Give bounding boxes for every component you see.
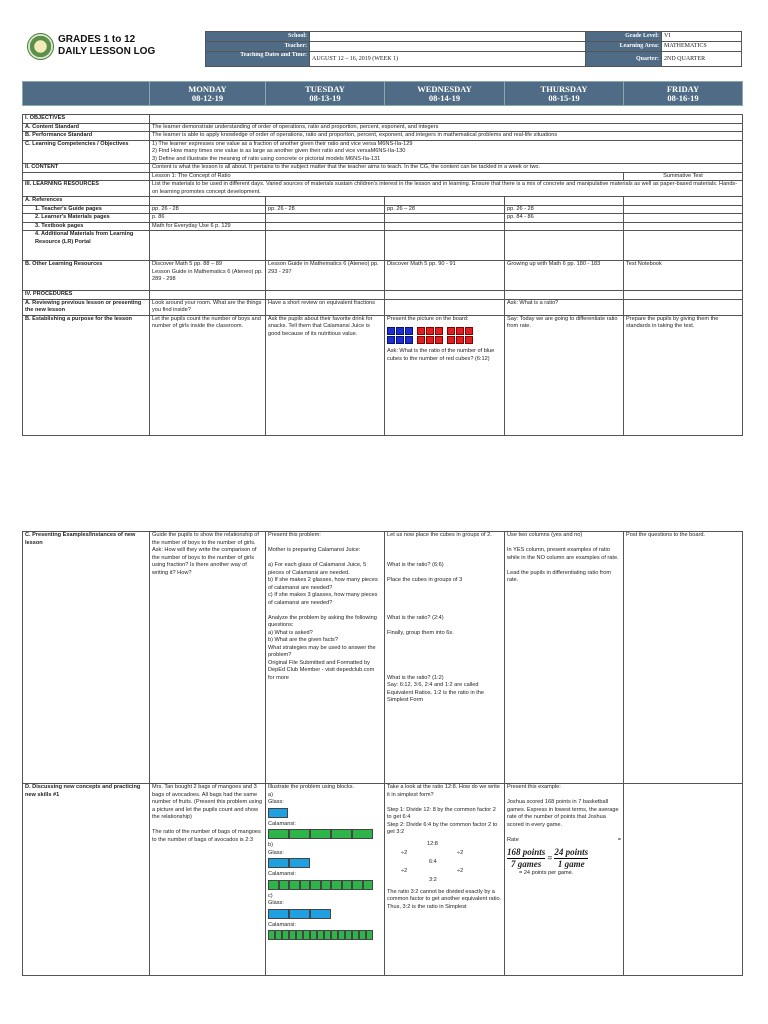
discussing-label: D. Discussing new concepts and practicing new skills #1	[23, 784, 150, 976]
day-date: 08-16-19	[667, 92, 699, 103]
school-label: School:	[206, 32, 310, 42]
dates-value: AUGUST 12 – 16, 2019 (WEEK 1)	[310, 52, 586, 67]
lr-portal-label: 4. Additional Materials from Learning Resource (LR) Portal	[23, 231, 150, 261]
purpose-wed	[385, 315, 505, 435]
discussing-fri	[624, 784, 743, 976]
purpose-wed-question: Ask: What is the ratio of the number of blue cubes to the number of red cubes? (6:12)	[387, 348, 495, 362]
info-table	[205, 31, 742, 67]
calamansi-blocks-a	[268, 829, 382, 839]
day-name: MONDAY	[188, 83, 227, 94]
grade-label: Grade Level:	[586, 32, 662, 42]
title-line1: GRADES 1 to 12	[58, 34, 136, 45]
ratio-3-2: 3:2	[429, 876, 437, 883]
competencies-label: C. Learning Competencies / Objectives	[23, 140, 150, 164]
rate-label: Rate	[507, 837, 519, 843]
glass-blocks-c	[268, 909, 382, 919]
review-fri	[624, 299, 743, 315]
glass-label: Glass:	[268, 849, 284, 856]
blue-cubes	[387, 327, 413, 344]
purpose-fri: Prepare the pupils by giving them the standards in taking the test.	[624, 315, 743, 435]
simplest-form-note: The ratio 3:2 cannot be divided exactly by a common factor to get another equivalent ratio. Thus, 3:2 is the ratio in Simplest	[387, 888, 502, 910]
calamansi-label: Calamansi:	[268, 820, 296, 827]
presenting-mon: Guide the pupils to show the relationship of the number of boys to the number of girls. Ask: How will they write the comparison of the number of boys to the number of girls using fraction? Is there another way of writing it? How?	[150, 532, 266, 784]
rate-result: = 24 points per game.	[519, 869, 574, 876]
content-standard-label: A. Content Standard	[23, 123, 150, 132]
other-resources-label: B. Other Learning Resources	[23, 261, 150, 291]
purpose-tue: Ask the pupils about their favorite drink for snacks. Tell them that Calamansi Juice is good because of its nutritious value.	[266, 315, 385, 435]
days-blank	[23, 82, 150, 106]
rate-equation	[507, 847, 621, 870]
resources-title: III. LEARNING RESOURCES	[23, 181, 150, 197]
quarter-label: Quarter:	[586, 52, 662, 67]
purpose-wed-text: Present the picture on the board:	[387, 315, 469, 322]
grade-value: VI	[662, 32, 742, 42]
performance-standard-label: B. Performance Standard	[23, 132, 150, 141]
lm-fri	[624, 214, 743, 223]
presenting-wed: Let us now place the cubes in groups of 2. What is the ratio? (6:6) Place the cubes in groups of 3 What is the ratio? (2:4) Finally, group them into 6s. What is the ratio? (1:2) Say: 6:12, 3:6, 2:4 and 1:2 are called Equivalent Ratios. 1:2 is the ratio in the Simplest Form	[385, 532, 505, 784]
other-wed: Discover Math 5 pp. 90 - 91	[385, 261, 505, 291]
day-name: WEDNESDAY	[417, 83, 472, 94]
resources-desc: List the materials to be used in different days. Varied sources of materials sustain children's interest in the lesson and in learning. Ensure that there is a mix of concrete and manipulative materials as well as paper-based materials. Hands-on learning promotes concept development.	[150, 181, 743, 197]
glass-label: Glass:	[268, 799, 284, 805]
day-tue	[266, 82, 385, 106]
teacher-label: Teacher:	[206, 42, 310, 52]
references-label: A. References	[23, 197, 150, 206]
title-line2: DAILY LESSON LOG	[58, 46, 156, 57]
school-value	[310, 32, 586, 42]
lesson-table-2	[22, 531, 743, 976]
block-a-label: a)	[268, 791, 273, 798]
tb-mon: Math for Everyday Use 6 p. 129	[150, 222, 266, 231]
quarter-value: 2ND QUARTER	[662, 52, 742, 67]
other-fri: Test Notebook	[624, 261, 743, 291]
objectives-title: I. OBJECTIVES	[23, 115, 150, 124]
dates-label: Teaching Dates and Time:	[206, 52, 310, 67]
calamansi-label: Calamansi:	[268, 921, 296, 928]
red-cubes-2	[447, 327, 473, 344]
day-date: 08-14-19	[428, 92, 461, 103]
content-title: II. CONTENT	[23, 164, 150, 173]
divide-2: ÷2	[401, 867, 408, 874]
rate-line	[507, 837, 621, 845]
lm-tue	[266, 214, 385, 223]
other-tue: Lesson Guide in Mathematics 6 (Ateneo) pp. 293 - 297	[266, 261, 385, 291]
competencies: 1) The learner expresses one value as a fraction of another given their ratio and vice versa M6NS-IIa-129 2) Find How many times one value is as large as another given their ratio and vice versaM6NS-IIa-130 3) Define and illustrate the meaning of ratio using concrete or pictorial models M6NS-IIa-131	[150, 140, 743, 164]
divide-2: ÷2	[401, 849, 408, 856]
review-mon: Look around your room. What are the things you find inside?	[150, 299, 266, 315]
fraction-1	[507, 847, 545, 870]
tb-tue	[266, 222, 385, 231]
tg-mon: pp. 26 - 28	[150, 205, 266, 214]
lm-thu: pp. 84 - 86	[505, 214, 624, 223]
other-mon: Discover Math 5 pp. 88 – 89 Lesson Guide in Mathematics 6 (Ateneo) pp. 289 - 298	[150, 261, 266, 291]
tg-thu: pp. 26 - 28	[505, 205, 624, 214]
denominator-2: 1 game	[557, 858, 585, 869]
procedures-title: IV. PROCEDURES	[23, 291, 150, 300]
divide-2: ÷2	[457, 867, 464, 874]
teacher-value	[310, 42, 586, 52]
day-wed	[385, 82, 505, 106]
cubes-picture	[387, 327, 502, 344]
glass-blocks-b	[268, 858, 382, 868]
day-name: TUESDAY	[305, 83, 345, 94]
lm-label: 2. Learner's Materials pages	[23, 214, 150, 223]
lesson-table-1	[22, 114, 743, 436]
content-desc: Content is what the lesson is all about. It pertains to the subject matter that the teacher aims to teach. In the CG, the content can be tackled in a week or two.	[150, 164, 743, 173]
tb-label: 3. Textbook pages	[23, 222, 150, 231]
numerator-2: 24 points	[554, 846, 589, 857]
blocks-intro: Illustrate the problem using blocks.	[268, 784, 355, 790]
ratio-6-4: 6:4	[429, 858, 437, 865]
simplify-diagram	[387, 841, 502, 885]
rate-example: Present this example: Joshua scored 168 points in 7 basketball games. Express in lowest terms, the average rate of the number of points that Joshua scored in every game.	[507, 784, 619, 828]
purpose-mon: Let the pupils count the number of boys and number of girls inside the classroom.	[150, 315, 266, 435]
discussing-tue	[266, 784, 385, 976]
red-cubes-1	[417, 327, 443, 344]
equals-sign: =	[617, 837, 621, 843]
review-tue: Have a short review on equivalent fractions	[266, 299, 385, 315]
fraction-2	[554, 847, 588, 870]
tg-tue: pp. 26 - 28	[266, 205, 385, 214]
discussing-wed	[385, 784, 505, 976]
glass-blocks-a	[268, 808, 382, 818]
performance-standard: The learner is able to apply knowledge of order of operations, ratio and proportion, percent, exponent, and integers in mathematical problems and real-life situations	[150, 132, 743, 141]
numerator-1: 168 points	[507, 846, 546, 857]
divide-2: ÷2	[457, 849, 464, 856]
lesson-title: Lesson 1: The Concept of Ratio	[150, 172, 624, 181]
discussing-mon: Mrs. Tan bought 2 bags of mangoes and 3 bags of avocadoes. All bags had the same number of fruits. (Present this problem using a picture and let the pupils count and show the relationship) The ratio of the number of bags of mangoes to the number of bags of avocados is 2:3	[150, 784, 266, 976]
area-label: Learning Area:	[586, 42, 662, 52]
review-thu: Ask: What is a ratio?	[505, 299, 624, 315]
doc-title	[58, 34, 155, 58]
tg-label: 1. Teacher's Guide pages	[23, 205, 150, 214]
presenting-fri: Post the questions to the board.	[624, 532, 743, 784]
block-b-label: b)	[268, 842, 273, 848]
purpose-thu: Say: Today we are going to differentiate ratio from rate.	[505, 315, 624, 435]
simplify-steps: Take a look at the ratio 12:8. How do we write it in simplest form? Step 1: Divide 12: 8 by the common factor 2 to get 6:4 Step 2: Divide 6:4 by the common factor 2 to get 3:2	[387, 784, 500, 835]
review-wed	[385, 299, 505, 315]
glass-label: Glass:	[268, 900, 284, 906]
tg-fri	[624, 205, 743, 214]
area-value: MATHEMATICS	[662, 42, 742, 52]
day-date: 08-12-19	[191, 92, 224, 103]
day-name: FRIDAY	[666, 83, 700, 94]
review-label: A. Reviewing previous lesson or presenting the new lesson	[23, 299, 150, 315]
calamansi-blocks-c	[268, 930, 382, 940]
days-header	[22, 81, 743, 106]
deped-seal-icon	[27, 33, 54, 60]
tb-fri	[624, 222, 743, 231]
content-standard: The learner demonstrate understanding of order of operations, ratio and proportion, percent, exponent, and integers	[150, 123, 743, 132]
day-thu	[505, 82, 624, 106]
presenting-thu: Use two columns (yes and no) In YES column, present examples of ratio while in the NO column are examples of rate. Lead the pupils in differentiating ratio from rate.	[505, 532, 624, 784]
day-fri	[624, 82, 743, 106]
presenting-tue: Present this problem: Mother is preparing Calamansi Juice: a) For each glass of Calamansi Juice, 5 pieces of Calamansi are needed. b) If she makes 2 glasses, how many pieces of calamansi are needed? c) If she makes 3 glasses, how many pieces of calamansi are needed? Analyze the problem by asking the following questions: a) What is asked? b) What are the given facts? What strategies may be used to answer the problem? Original File Submitted and Formatted by DepEd Club Member - visit depedclub.com for more	[266, 532, 385, 784]
day-name: THURSDAY	[540, 83, 588, 94]
ratio-12-8: 12:8	[427, 840, 438, 847]
day-date: 08-13-19	[309, 92, 341, 103]
tg-wed: pp. 26 – 28	[385, 205, 505, 214]
calamansi-blocks-b	[268, 880, 382, 890]
other-thu: Growing up with Math 6 pp. 180 - 183	[505, 261, 624, 291]
summative-test: Summative Test	[624, 172, 743, 181]
presenting-label: C. Presenting Examples/Instances of new lesson	[23, 532, 150, 784]
equals-sign: =	[547, 852, 553, 863]
purpose-label: B. Establishing a purpose for the lesson	[23, 315, 150, 435]
calamansi-label: Calamansi:	[268, 871, 296, 877]
tb-wed	[385, 222, 505, 231]
denominator-1: 7 games	[511, 858, 542, 869]
block-c-label: c)	[268, 892, 273, 899]
day-date: 08-15-19	[548, 92, 580, 103]
discussing-thu	[505, 784, 624, 976]
lm-mon: p. 86	[150, 214, 266, 223]
lm-wed	[385, 214, 505, 223]
day-mon	[150, 82, 266, 106]
tb-thu	[505, 222, 624, 231]
